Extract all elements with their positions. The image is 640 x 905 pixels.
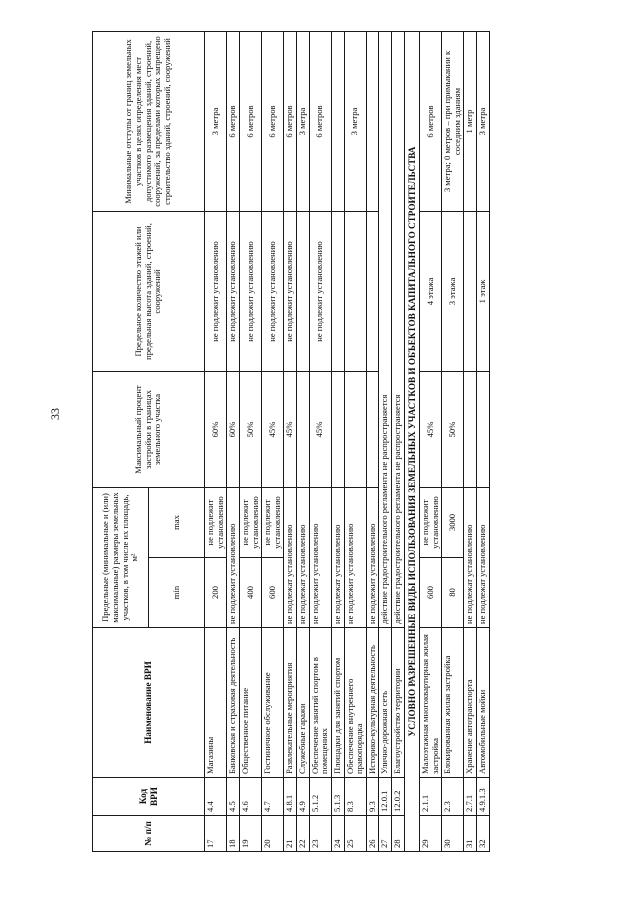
row-size-min: 80 — [442, 558, 464, 628]
row-code: 4.9.1.3 — [477, 778, 490, 816]
header-setback: Минимальные отступы от границ земельных участков в целях определения мест допустимого размещения зданий, строений, сооружений, за пределами которых запрещено строительство зданий, строений, сооружений — [93, 32, 205, 212]
row-size-max: не подлежит установлению — [419, 488, 441, 558]
row-code: 12.0.1 — [379, 778, 392, 816]
row-name: Общественное питание — [239, 628, 261, 778]
row-number: 27 — [379, 816, 392, 852]
table-row — [297, 32, 310, 852]
row-number: 22 — [297, 816, 310, 852]
row-number: 28 — [392, 816, 405, 852]
row-percent: 45% — [262, 372, 284, 488]
table-row — [331, 32, 344, 852]
section-title: УСЛОВНО РАЗРЕШЕННЫЕ ВИДЫ ИСПОЛЬЗОВАНИЯ ЗЕМЕЛЬНЫХ УЧАСТКОВ И ОБЪЕКТОВ КАПИТАЛЬНОГО СТРОИТЕЛЬСТВА — [404, 32, 419, 852]
row-number: 23 — [309, 816, 331, 852]
row-name: Блокированная жилая застройка — [442, 628, 464, 778]
row-name: Обеспечение занятий спортом в помещениях — [309, 628, 331, 778]
table-body-section — [404, 32, 419, 852]
table-row — [379, 32, 392, 852]
row-percent — [344, 372, 366, 488]
row-size-minmax: не подлежат установлению — [331, 488, 344, 628]
header-min: min — [149, 558, 205, 628]
row-setback: 6 метров — [284, 32, 297, 212]
row-floors: не подлежит установлению — [262, 212, 284, 372]
row-number: 18 — [227, 816, 240, 852]
row-name: Историко-культурная деятельность — [366, 628, 379, 778]
row-regulation-note: действие градостроительного регламента не распространяется — [392, 32, 405, 628]
row-name: Хранение автотранспорта — [464, 628, 477, 778]
row-size-minmax: не подлежат установлению — [464, 488, 477, 628]
row-size-minmax: не подлежит установлению — [309, 488, 331, 628]
row-name: Обеспечение внутреннего правопорядка — [344, 628, 366, 778]
table-row — [442, 32, 464, 852]
row-setback: 3 метра — [477, 32, 490, 212]
row-floors: не подлежит установлению — [205, 212, 227, 372]
page-number: 33 — [48, 408, 62, 420]
row-code: 4.6 — [239, 778, 261, 816]
row-size-max: 3000 — [442, 488, 464, 558]
row-floors: не подлежит установлению — [309, 212, 331, 372]
row-setback: 3 метра — [344, 32, 366, 212]
table-row — [344, 32, 366, 852]
header-code: Код ВРИ — [93, 778, 205, 816]
table-row — [227, 32, 240, 852]
row-number: 25 — [344, 816, 366, 852]
regulations-table — [92, 31, 490, 852]
row-code: 2.1.1 — [419, 778, 441, 816]
row-name: Малоэтажная многоквартирная жилая застройка — [419, 628, 441, 778]
row-percent — [331, 372, 344, 488]
row-number: 30 — [442, 816, 464, 852]
row-code: 2.7.1 — [464, 778, 477, 816]
row-setback: 3 метра; 0 метров – при примыкании к соседним зданиям — [442, 32, 464, 212]
row-setback: 6 метров — [262, 32, 284, 212]
row-code: 8.3 — [344, 778, 366, 816]
table-body-conditional — [419, 32, 489, 852]
row-code: 4.4 — [205, 778, 227, 816]
header-percent: Максимальный процент застройки в границах земельного участка — [93, 372, 205, 488]
table-row — [239, 32, 261, 852]
row-number: 31 — [464, 816, 477, 852]
rotated-page — [92, 32, 584, 852]
row-floors: 3 этажа — [442, 212, 464, 372]
row-number: 26 — [366, 816, 379, 852]
row-setback: 3 метра — [205, 32, 227, 212]
header-name: Наименование ВРИ — [93, 628, 205, 778]
row-percent — [464, 372, 477, 488]
row-size-max: не подлежит установлению — [262, 488, 284, 558]
row-percent: 45% — [284, 372, 297, 488]
row-size-min: 600 — [419, 558, 441, 628]
row-floors: 4 этажа — [419, 212, 441, 372]
row-percent: 50% — [239, 372, 261, 488]
row-size-min: 200 — [205, 558, 227, 628]
row-floors — [297, 212, 310, 372]
row-regulation-note: действие градостроительного регламента не распространяется — [379, 32, 392, 628]
row-code: 5.1.3 — [331, 778, 344, 816]
row-code: 9.3 — [366, 778, 379, 816]
row-code: 4.7 — [262, 778, 284, 816]
row-size-minmax: не подлежит установлению — [366, 488, 379, 628]
row-floors: 1 этаж — [477, 212, 490, 372]
row-size-min: 600 — [262, 558, 284, 628]
table-row — [284, 32, 297, 852]
table-body-permitted — [205, 32, 405, 852]
row-percent — [477, 372, 490, 488]
row-percent: 50% — [442, 372, 464, 488]
row-floors — [331, 212, 344, 372]
row-name: Площадки для занятий спортом — [331, 628, 344, 778]
row-number: 17 — [205, 816, 227, 852]
row-name: Служебные гаражи — [297, 628, 310, 778]
table-row — [477, 32, 490, 852]
row-setback — [331, 32, 344, 212]
section-row — [404, 32, 419, 852]
table-row — [464, 32, 477, 852]
row-setback: 6 метров — [309, 32, 331, 212]
row-percent: 60% — [205, 372, 227, 488]
row-name: Банковская и страховая деятельность — [227, 628, 240, 778]
table-row — [262, 32, 284, 852]
row-floors: не подлежит установлению — [284, 212, 297, 372]
row-code: 4.5 — [227, 778, 240, 816]
row-name: Автомобильные мойки — [477, 628, 490, 778]
row-number: 19 — [239, 816, 261, 852]
row-code: 5.1.2 — [309, 778, 331, 816]
header-size-group: Предельные (минимальные и (или) максимальные) размеры земельных участков, в том числе их площадь, м² — [93, 488, 149, 628]
row-percent: 60% — [227, 372, 240, 488]
row-percent — [366, 372, 379, 488]
row-floors — [464, 212, 477, 372]
row-size-minmax: не подлежат установлению — [477, 488, 490, 628]
table-row — [309, 32, 331, 852]
row-name: Магазины — [205, 628, 227, 778]
row-setback — [366, 32, 379, 212]
row-setback: 3 метра — [297, 32, 310, 212]
row-setback: 1 метр — [464, 32, 477, 212]
row-setback: 6 метров — [419, 32, 441, 212]
row-size-minmax: не подлежат установлению — [297, 488, 310, 628]
row-code: 2.3 — [442, 778, 464, 816]
row-name: Улично-дорожная сеть — [379, 628, 392, 778]
row-percent: 45% — [419, 372, 441, 488]
row-size-min: 400 — [239, 558, 261, 628]
row-setback: 6 метров — [239, 32, 261, 212]
row-number: 29 — [419, 816, 441, 852]
row-code: 4.8.1 — [284, 778, 297, 816]
table-row — [205, 32, 227, 852]
row-percent — [297, 372, 310, 488]
row-name: Благоустройство территории — [392, 628, 405, 778]
row-floors: не подлежит установлению — [227, 212, 240, 372]
row-floors: не подлежит установлению — [239, 212, 261, 372]
row-size-minmax: не подлежит установлению — [344, 488, 366, 628]
header-max: max — [149, 488, 205, 558]
row-number: 24 — [331, 816, 344, 852]
row-floors — [366, 212, 379, 372]
row-name: Развлекательные мероприятия — [284, 628, 297, 778]
row-size-minmax: не подлежат установлению — [284, 488, 297, 628]
header-num: № п/п — [93, 816, 205, 852]
row-size-minmax: не подлежит установлению — [227, 488, 240, 628]
row-name: Гостиничное обслуживание — [262, 628, 284, 778]
row-number: 21 — [284, 816, 297, 852]
row-code: 12.0.2 — [392, 778, 405, 816]
table-row — [419, 32, 441, 852]
row-size-max: не подлежит установлению — [239, 488, 261, 558]
row-number: 32 — [477, 816, 490, 852]
row-size-max: не подлежит установлению — [205, 488, 227, 558]
row-code: 4.9 — [297, 778, 310, 816]
row-setback: 6 метров — [227, 32, 240, 212]
row-floors — [344, 212, 366, 372]
row-number: 20 — [262, 816, 284, 852]
header-floors: Предельное количество этажей или предельная высота зданий, строений, сооружений — [93, 212, 205, 372]
row-percent: 45% — [309, 372, 331, 488]
table-row — [366, 32, 379, 852]
table-row — [392, 32, 405, 852]
